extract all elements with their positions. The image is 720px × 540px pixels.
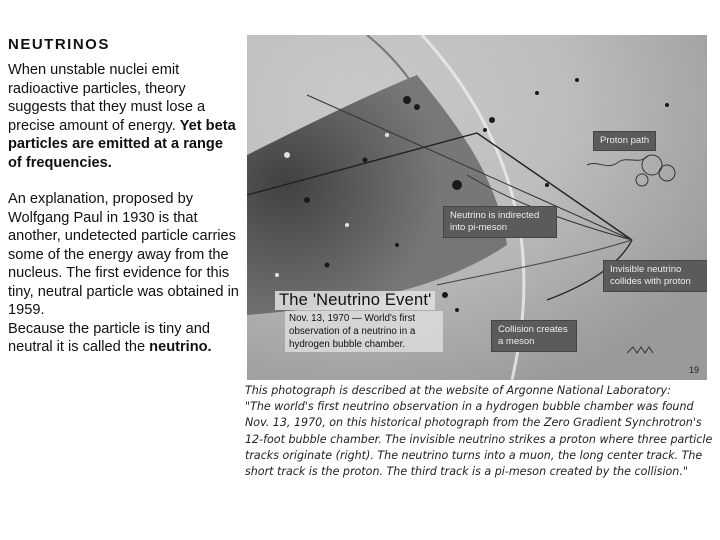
- paragraph-energy-text: When unstable nuclei emit radioactive particles, theory suggests that they must lose a precise amount of energy.: [8, 62, 206, 134]
- page-number: 19: [688, 365, 699, 375]
- callout-collision-meson: Collision creates a meson: [491, 320, 577, 352]
- text-column: [8, 36, 240, 357]
- paragraph-energy: [8, 61, 240, 172]
- event-title: The 'Neutrino Event': [275, 291, 435, 310]
- callout-proton-path: Proton path: [593, 131, 656, 151]
- event-subtitle: Nov. 13, 1970 — World's first observation of a neutrino in a hydrogen bubble chamber.: [285, 311, 443, 352]
- bubble-chamber-photo: [247, 35, 707, 380]
- paragraph-naming-bold: neutrino.: [149, 339, 212, 355]
- paragraph-naming: [8, 320, 240, 357]
- caption-quote: "The world's first neutrino observation in a hydrogen bubble chamber was found Nov. 13, 1970, on this historical photograph from the Zero Gradient Synchrotron's 12-foot bubble chamber. The invisible neutrino strikes a proton where three particle tracks originate (right). The neutrino turns into a muon, the long center track. The short track is the proton. The third track is a pi-meson created by the collision.": [245, 400, 713, 479]
- callout-invisible-neutrino: Invisible neutrino collides with proton: [603, 260, 707, 292]
- caption-source: This photograph is described at the website of Argonne National Laboratory:: [245, 384, 671, 397]
- callout-neutrino-pi-meson: Neutrino is indirected into pi-meson: [443, 206, 557, 238]
- paragraph-naming-text: Because the particle is tiny and neutral it is called the: [8, 320, 210, 355]
- slide-title: NEUTRINOS: [8, 36, 110, 53]
- paragraph-explanation: An explanation, proposed by Wolfgang Paul in 1930 is that another, undetected particle carries some of the energy away from the nucleus. The first evidence for this tiny, neutral particle was obtained in 1959.: [8, 191, 239, 318]
- photo-caption: [245, 383, 715, 480]
- paragraph-energy-bold: Yet beta particles are emitted at a range of frequencies.: [8, 117, 236, 171]
